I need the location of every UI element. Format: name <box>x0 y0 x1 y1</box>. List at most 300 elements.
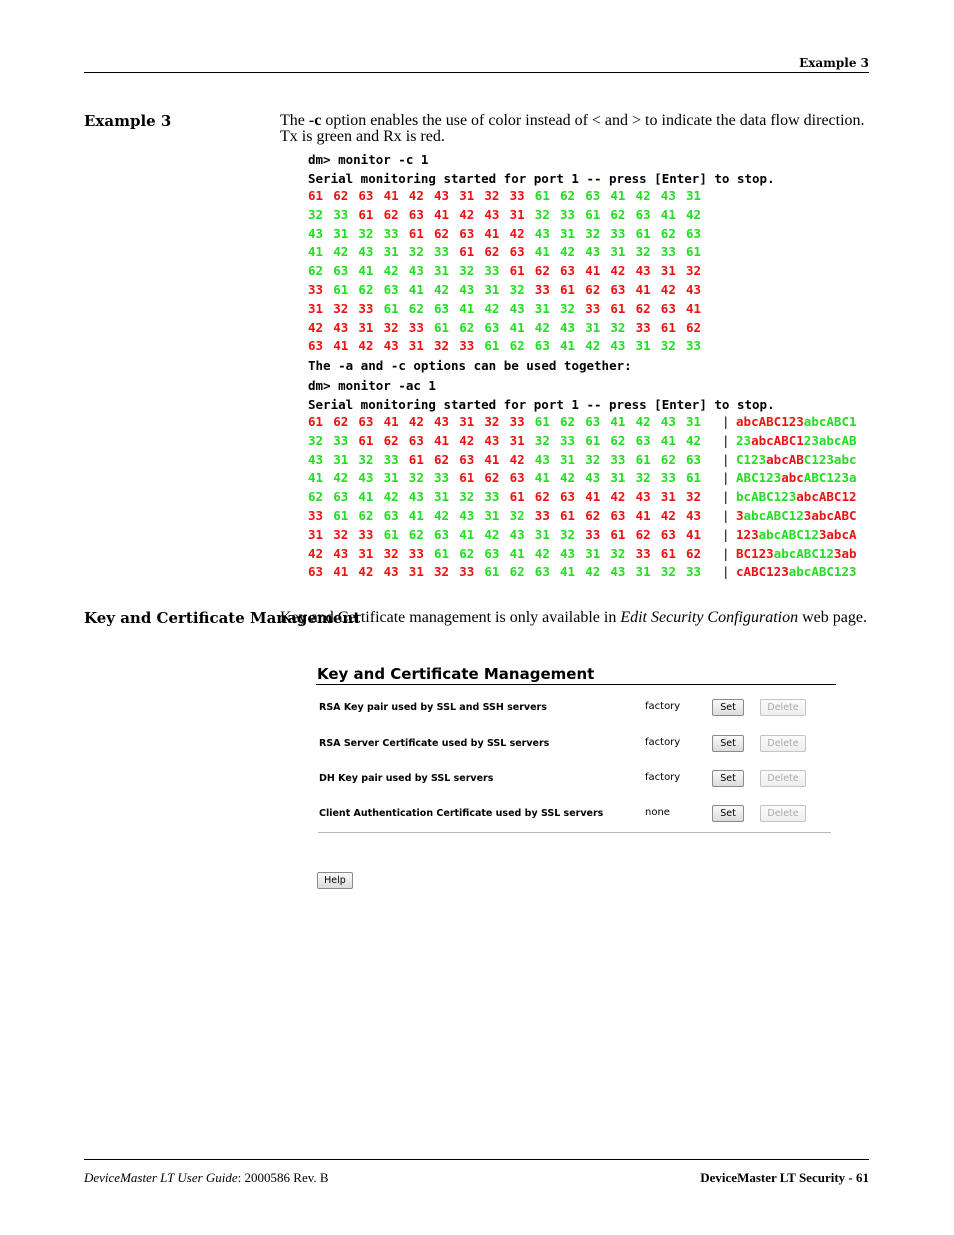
hex-byte: 62 <box>560 414 576 429</box>
ascii-char: 2 <box>758 545 767 561</box>
hex-byte: 63 <box>333 489 349 505</box>
hex-byte: 33 <box>585 300 601 316</box>
hex-byte: 41 <box>635 282 651 297</box>
hex-byte: 41 <box>610 188 626 203</box>
hex-byte: 61 <box>484 338 500 354</box>
hex-byte: 62 <box>308 489 324 505</box>
ascii-char: C <box>803 451 812 467</box>
hex-byte: 42 <box>408 414 424 429</box>
hex-byte: 42 <box>534 545 550 561</box>
together-pre: The <box>308 358 339 373</box>
hex-byte: 41 <box>358 489 374 505</box>
hex-byte: 32 <box>408 470 424 486</box>
monitor-start-message-1: Serial monitoring started for port 1 -- press [Enter] to stop. <box>308 171 775 186</box>
hex-byte: 42 <box>333 470 349 486</box>
hex-byte: 41 <box>459 300 475 316</box>
hex-byte: 32 <box>308 206 324 222</box>
hex-byte: 32 <box>560 300 576 316</box>
ascii-char: a <box>796 489 804 505</box>
hex-line <box>308 226 870 245</box>
hex-byte: 62 <box>686 545 702 561</box>
hex-byte: 33 <box>434 244 450 260</box>
ascii-char: a <box>751 432 759 448</box>
hex-byte: 43 <box>660 188 676 203</box>
hex-byte: 31 <box>383 244 399 260</box>
hex-byte: 63 <box>484 545 500 561</box>
hex-byte: 43 <box>383 564 399 580</box>
hex-byte: 32 <box>610 319 626 335</box>
ascii-char: 3 <box>848 564 857 580</box>
ascii-char: 1 <box>758 470 767 486</box>
hex-byte: 62 <box>660 225 676 241</box>
hex-byte: 32 <box>333 300 349 316</box>
ascii-char: 2 <box>803 432 812 448</box>
ascii-char: C <box>796 526 804 542</box>
hex-byte: 33 <box>333 432 349 448</box>
hex-byte: 31 <box>484 508 500 523</box>
hex-byte: 63 <box>434 300 450 316</box>
hex-byte: 41 <box>408 508 424 523</box>
hex-byte: 33 <box>434 470 450 486</box>
hex-byte: 62 <box>484 244 500 260</box>
set-button-dh-key[interactable]: Set <box>712 770 744 787</box>
hex-byte: 31 <box>585 545 601 561</box>
keycert-row-label: RSA Key pair used by SSL and SSH servers <box>319 702 547 713</box>
ascii-char: 2 <box>788 414 797 429</box>
hex-byte: 32 <box>660 564 676 580</box>
ascii-char: C <box>773 414 782 429</box>
ascii-char: 1 <box>743 451 752 467</box>
hex-line <box>308 320 870 339</box>
hex-byte: 42 <box>686 206 702 222</box>
hex-byte: 41 <box>308 244 324 260</box>
ascii-char: C <box>781 508 789 523</box>
hex-byte: 61 <box>308 414 324 429</box>
ascii-char: B <box>848 432 857 448</box>
hex-byte: 61 <box>408 451 424 467</box>
keycert-intro-post: web page. <box>798 609 867 626</box>
hex-byte: 33 <box>484 489 500 505</box>
hex-byte: 42 <box>585 564 601 580</box>
ascii-char: b <box>818 508 827 523</box>
ascii-char: A <box>826 414 834 429</box>
ascii-char: a <box>736 414 744 429</box>
hex-byte: 42 <box>509 451 525 467</box>
ascii-char: c <box>736 564 744 580</box>
hex-byte: 32 <box>434 338 450 354</box>
hex-byte: 62 <box>585 508 601 523</box>
ascii-char: b <box>803 489 812 505</box>
ascii-char: c <box>758 508 767 523</box>
hex-byte: 33 <box>534 282 550 297</box>
hex-byte: 32 <box>408 244 424 260</box>
ascii-char: b <box>743 414 752 429</box>
ascii-char: 3 <box>781 564 789 580</box>
hex-byte: 42 <box>660 282 676 297</box>
set-button-client-cert[interactable]: Set <box>712 805 744 822</box>
ascii-separator: | <box>722 489 730 505</box>
hex-byte: 31 <box>610 470 626 486</box>
hex-byte: 33 <box>408 319 424 335</box>
set-button-rsa-cert[interactable]: Set <box>712 735 744 752</box>
hex-byte: 42 <box>434 282 450 297</box>
hex-byte: 42 <box>434 508 450 523</box>
hex-line <box>308 414 870 433</box>
hex-line <box>308 301 870 320</box>
keycert-row-label: Client Authentication Certificate used by SSL servers <box>319 808 604 819</box>
hex-byte: 32 <box>534 206 550 222</box>
ascii-char: B <box>788 526 797 542</box>
ascii-char: C <box>841 414 849 429</box>
hex-byte: 63 <box>358 188 374 203</box>
ascii-char: 3 <box>743 432 752 448</box>
ascii-char: A <box>833 508 842 523</box>
hex-byte: 63 <box>635 432 651 448</box>
keycert-row-label: DH Key pair used by SSL servers <box>319 773 494 784</box>
hex-line <box>308 527 870 546</box>
hex-byte: 43 <box>635 489 651 505</box>
hex-byte: 41 <box>459 526 475 542</box>
ascii-char: 3 <box>811 432 819 448</box>
hex-byte: 43 <box>585 470 601 486</box>
ascii-char: 3 <box>796 414 804 429</box>
hex-byte: 41 <box>509 319 525 335</box>
hex-byte: 41 <box>434 432 450 448</box>
hex-byte: 32 <box>610 545 626 561</box>
ascii-char: c <box>811 489 819 505</box>
hex-byte: 42 <box>509 225 525 241</box>
hex-byte: 43 <box>686 282 702 297</box>
hex-byte: 33 <box>534 508 550 523</box>
hex-byte: 32 <box>686 489 702 505</box>
ascii-char: C <box>736 451 744 467</box>
hex-byte: 31 <box>509 206 525 222</box>
hex-byte: 31 <box>358 545 374 561</box>
hex-byte: 41 <box>333 338 349 354</box>
ascii-char: a <box>818 432 827 448</box>
ascii-char: 2 <box>841 564 849 580</box>
command-monitor-c: dm> monitor -c 1 <box>308 152 429 167</box>
hex-byte: 33 <box>459 564 475 580</box>
hex-byte: 61 <box>383 300 399 316</box>
hex-byte: 63 <box>635 206 651 222</box>
ascii-text <box>736 489 857 504</box>
ascii-text <box>736 508 857 523</box>
hex-byte: 61 <box>560 508 576 523</box>
hex-byte: 61 <box>660 545 676 561</box>
hex-byte: 61 <box>408 225 424 241</box>
hex-byte: 33 <box>383 225 399 241</box>
ascii-char: 1 <box>766 564 774 580</box>
hex-byte: 31 <box>459 414 475 429</box>
hex-byte: 63 <box>610 508 626 523</box>
ascii-char: 2 <box>833 470 842 486</box>
hex-byte: 61 <box>333 508 349 523</box>
hex-byte: 61 <box>585 206 601 222</box>
hex-byte: 61 <box>308 188 324 203</box>
ascii-char: 1 <box>826 470 834 486</box>
hex-byte: 62 <box>484 470 500 486</box>
hex-byte: 31 <box>358 319 374 335</box>
example3-intro-pre: The <box>280 112 309 129</box>
ascii-char: C <box>818 470 827 486</box>
ascii-char: b <box>766 526 774 542</box>
hex-byte: 32 <box>459 263 475 279</box>
hex-byte: 42 <box>660 508 676 523</box>
hex-byte: 42 <box>383 489 399 505</box>
hex-byte: 62 <box>635 526 651 542</box>
hex-byte: 31 <box>484 282 500 297</box>
keycert-intro <box>280 610 870 626</box>
hex-byte: 43 <box>660 414 676 429</box>
ascii-separator: | <box>722 508 730 523</box>
hex-byte: 61 <box>635 225 651 241</box>
hex-byte: 62 <box>408 526 424 542</box>
hex-byte: 32 <box>560 526 576 542</box>
hex-byte: 41 <box>560 338 576 354</box>
footer-doc-info <box>84 1170 329 1186</box>
keycert-row-label: RSA Server Certificate used by SSL servers <box>319 738 550 749</box>
hex-byte: 42 <box>383 263 399 279</box>
hex-line <box>308 433 870 452</box>
keycert-row-status: factory <box>645 772 681 783</box>
hex-byte: 31 <box>509 432 525 448</box>
hex-byte: 33 <box>660 244 676 260</box>
ascii-char: a <box>743 508 752 523</box>
ascii-char: 1 <box>811 451 819 467</box>
ascii-char: 3 <box>803 508 812 523</box>
hex-byte: 62 <box>585 282 601 297</box>
ascii-char: a <box>848 470 857 486</box>
ascii-separator: | <box>722 526 730 542</box>
hex-byte: 43 <box>358 470 374 486</box>
hex-byte: 41 <box>484 451 500 467</box>
hex-byte: 43 <box>408 263 424 279</box>
ascii-text <box>736 452 857 467</box>
keycert-panel <box>316 664 836 819</box>
hex-byte: 31 <box>408 564 424 580</box>
ascii-char: b <box>841 451 849 467</box>
ascii-char: c <box>803 564 812 580</box>
hex-byte: 43 <box>484 432 500 448</box>
set-button-rsa-key[interactable]: Set <box>712 699 744 716</box>
ascii-char: B <box>743 470 752 486</box>
hex-byte: 31 <box>459 188 475 203</box>
ascii-char: B <box>796 451 804 467</box>
ascii-char: 2 <box>811 526 819 542</box>
hex-line <box>308 470 870 489</box>
hex-byte: 31 <box>560 451 576 467</box>
hex-byte: 62 <box>509 338 525 354</box>
hex-byte: 32 <box>509 282 525 297</box>
hex-byte: 61 <box>534 188 550 203</box>
ascii-char: c <box>796 470 804 486</box>
hex-byte: 33 <box>585 526 601 542</box>
delete-button-rsa-key[interactable]: Delete <box>760 699 806 716</box>
hex-byte: 31 <box>686 414 702 429</box>
ascii-char: C <box>751 470 759 486</box>
ascii-char: b <box>788 470 797 486</box>
hex-byte: 43 <box>358 244 374 260</box>
hex-byte: 63 <box>459 451 475 467</box>
hex-byte: 33 <box>635 545 651 561</box>
hex-byte: 42 <box>408 188 424 203</box>
ascii-char: a <box>766 451 774 467</box>
hex-byte: 62 <box>333 414 349 429</box>
hex-byte: 42 <box>459 206 475 222</box>
hex-byte: 62 <box>635 300 651 316</box>
delete-button-client-cert[interactable]: Delete <box>760 805 806 822</box>
hex-byte: 31 <box>610 244 626 260</box>
running-header-title: Example 3 <box>799 56 869 70</box>
ascii-char: c <box>743 489 752 505</box>
hex-byte: 62 <box>560 188 576 203</box>
hex-byte: 33 <box>509 414 525 429</box>
ascii-char: c <box>841 526 849 542</box>
hex-byte: 41 <box>408 282 424 297</box>
hex-byte: 33 <box>610 451 626 467</box>
footer-rule <box>84 1159 869 1160</box>
delete-button-dh-key[interactable]: Delete <box>760 770 806 787</box>
hex-byte: 33 <box>509 188 525 203</box>
delete-button-rsa-cert[interactable]: Delete <box>760 735 806 752</box>
ascii-char: 1 <box>848 414 857 429</box>
ascii-char: a <box>811 508 819 523</box>
hex-byte: 62 <box>534 263 550 279</box>
example3-intro-post: option enables the use of color instead of < and > to indicate the data flow direction. Tx is green and Rx is red. <box>280 112 865 145</box>
hex-byte: 61 <box>560 282 576 297</box>
ascii-char: c <box>833 432 842 448</box>
keycert-heading: Key and Certificate Management <box>84 609 361 627</box>
hex-byte: 63 <box>383 508 399 523</box>
hex-byte: 63 <box>308 338 324 354</box>
ascii-char: 1 <box>803 526 812 542</box>
hex-byte: 61 <box>383 526 399 542</box>
ascii-char: b <box>751 508 759 523</box>
ascii-char: 2 <box>818 451 827 467</box>
hex-byte: 41 <box>686 526 702 542</box>
hex-byte: 31 <box>534 300 550 316</box>
together-note <box>308 357 632 376</box>
ascii-char: B <box>803 545 812 561</box>
hex-byte: 63 <box>686 451 702 467</box>
hex-byte: 42 <box>333 244 349 260</box>
hex-byte: 32 <box>308 432 324 448</box>
hex-byte: 42 <box>358 564 374 580</box>
ascii-char: 2 <box>736 432 744 448</box>
hex-byte: 63 <box>434 526 450 542</box>
keycert-row <box>319 734 834 754</box>
hex-byte: 62 <box>358 508 374 523</box>
ascii-char: A <box>773 432 782 448</box>
hex-byte: 61 <box>434 545 450 561</box>
ascii-char: A <box>796 545 804 561</box>
ascii-char: 3 <box>818 526 827 542</box>
hex-byte: 33 <box>660 470 676 486</box>
ascii-char: 1 <box>788 508 797 523</box>
example3-heading: Example 3 <box>84 112 172 130</box>
hex-byte: 41 <box>660 432 676 448</box>
ascii-char: A <box>803 470 812 486</box>
hex-byte: 31 <box>434 263 450 279</box>
ascii-char: b <box>796 564 804 580</box>
hex-byte: 42 <box>585 338 601 354</box>
hex-byte: 61 <box>434 319 450 335</box>
hex-byte: 42 <box>635 188 651 203</box>
hex-byte: 61 <box>660 319 676 335</box>
ascii-char: 3 <box>758 451 767 467</box>
hex-line <box>308 508 870 527</box>
hex-byte: 33 <box>560 206 576 222</box>
ascii-char: B <box>811 470 819 486</box>
ascii-text <box>736 433 857 448</box>
ascii-char: a <box>841 545 849 561</box>
ascii-char: c <box>781 451 789 467</box>
hex-byte: 41 <box>686 300 702 316</box>
ascii-char: b <box>758 432 767 448</box>
hex-byte: 43 <box>459 508 475 523</box>
ascii-char: 1 <box>833 564 842 580</box>
ascii-char: 2 <box>743 526 752 542</box>
ascii-char: 1 <box>751 545 759 561</box>
keycert-row-status: factory <box>645 701 681 712</box>
ascii-char: 2 <box>826 545 834 561</box>
ascii-char: 1 <box>841 489 849 505</box>
ascii-char: a <box>803 414 812 429</box>
hex-line <box>308 244 870 263</box>
together-post: options can be used together: <box>405 358 632 373</box>
ascii-char: c <box>826 508 834 523</box>
hex-byte: 33 <box>459 338 475 354</box>
ascii-char: B <box>833 414 842 429</box>
ascii-separator: | <box>722 432 730 448</box>
ascii-char: a <box>773 545 782 561</box>
ascii-char: 3 <box>751 526 759 542</box>
ascii-char: C <box>758 564 767 580</box>
hex-byte: 63 <box>585 188 601 203</box>
ascii-char: B <box>758 489 767 505</box>
hex-byte: 41 <box>484 225 500 241</box>
hex-byte: 41 <box>434 206 450 222</box>
ascii-separator: | <box>722 414 730 429</box>
ascii-char: C <box>788 432 797 448</box>
ascii-char: 1 <box>781 414 789 429</box>
c-option-2: -c <box>390 358 406 373</box>
hex-byte: 33 <box>308 282 324 297</box>
help-button[interactable]: Help <box>317 872 353 889</box>
hex-byte: 33 <box>308 508 324 523</box>
ascii-text <box>736 414 857 429</box>
hex-byte: 32 <box>383 545 399 561</box>
hex-byte: 62 <box>434 225 450 241</box>
hex-byte: 42 <box>459 432 475 448</box>
hex-byte: 61 <box>585 432 601 448</box>
keycert-row-status: factory <box>645 737 681 748</box>
hex-byte: 33 <box>484 263 500 279</box>
keycert-row <box>319 804 834 824</box>
ascii-text <box>736 546 857 561</box>
ascii-char: 2 <box>848 489 857 505</box>
ascii-char: b <box>811 414 819 429</box>
ascii-char: 1 <box>773 489 782 505</box>
ascii-separator: | <box>722 545 730 561</box>
hex-byte: 62 <box>509 564 525 580</box>
hex-byte: 62 <box>408 300 424 316</box>
hex-byte: 33 <box>560 432 576 448</box>
ascii-char: B <box>751 564 759 580</box>
hex-line <box>308 207 870 226</box>
hex-byte: 32 <box>585 225 601 241</box>
